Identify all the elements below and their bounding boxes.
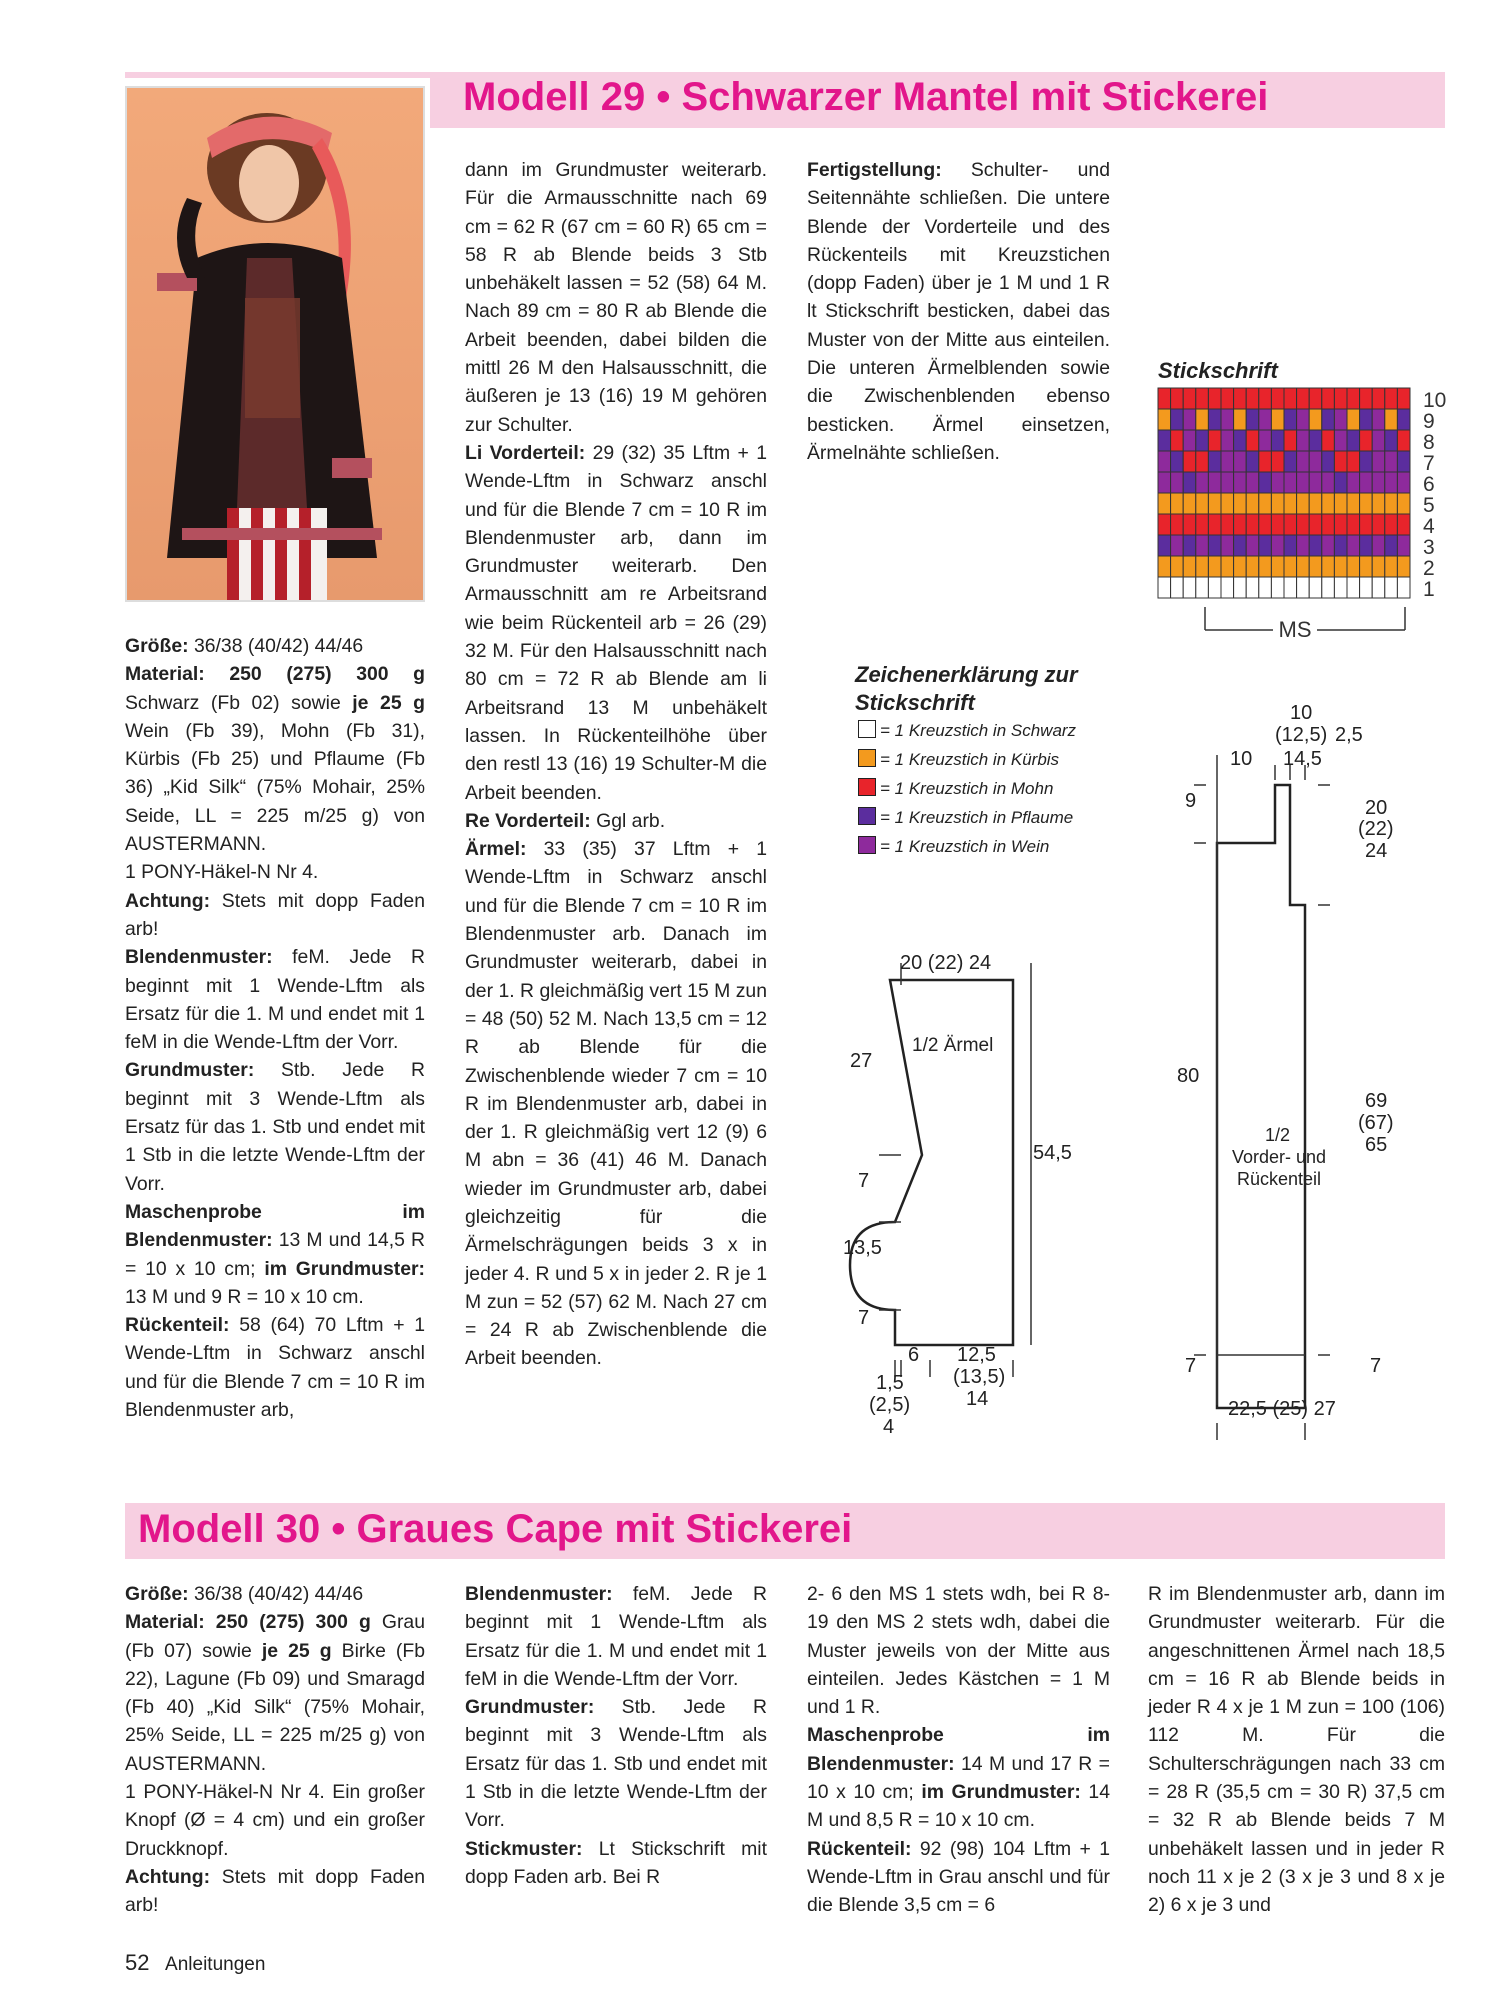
page-number: 52 <box>125 1950 150 1975</box>
legend-item <box>858 778 1053 799</box>
legend-title-2: Stickschrift <box>855 690 975 715</box>
model-photo-illustration <box>127 88 425 602</box>
row-number: 2 <box>1423 557 1435 580</box>
section-name: Anleitungen <box>165 1954 266 1975</box>
sleeve-name: 1/2 Ärmel <box>912 1035 994 1056</box>
body-r22: (22) <box>1358 818 1394 840</box>
body-r20: 20 <box>1365 797 1388 819</box>
body-r24: 24 <box>1365 840 1388 862</box>
modell29-column-1: Größe: 36/38 (40/42) 44/46 Material: 250 (275) 300 g Schwarz (Fb 02) sowie je 25 g Wein (Fb 39), Mohn (Fb 31), Kürbis (Fb 25) und Pflaume (Fb 36) „Kid Silk“ (75% Mohair, 25% Seide, LL = 225 m/25 g) von AUSTERMANN. 1 PONY-Häkel-N Nr 4. Achtung: Stets mit dopp Faden arb! Blendenmuster: feM. Jede R beginnt mit 1 Wende-Lftm als Ersatz für die 1. M und endet mit 1 feM in die Wende-Lftm der Vorr. Grundmuster: Stb. Jede R beginnt mit 3 Wende-Lftm als Ersatz für das 1. Stb und endet mit 1 Stb in die letzte Wende-Lftm der Vorr. Maschenprobe im Blendenmuster: 13 M und 14,5 R = 10 x 10 cm; im Grundmuster: 13 M und 9 R = 10 x 10 cm. Rückenteil: 58 (64) 70 Lftm + 1 Wende-Lftm in Schwarz anschl und für die Blende 7 cm = 10 R im Blendenmuster arb, <box>125 635 426 1422</box>
body-t125: (12,5) <box>1275 724 1328 746</box>
modell30-column-4: R im Blendenmuster arb, dann im Grundmuster weiterarb. Für die angeschnittenen Ärmel nach 18,5 cm = 16 R ab Blende beids in jeder R 4 x je 1 M zun = 100 (106) 112 M. Für die Schulterschrägungen nach 33 cm = 28 R (35,5 cm = 30 R) 37,5 cm = 32 R ab Blende beids 7 M unbehäkelt lassen und in jeder R noch 11 x je 2 (3 x je 3 und 8 x je 2) 6 x je 3 und <box>1148 1583 1445 1917</box>
page-footer <box>125 1950 265 1976</box>
legend-label: = 1 Kreuzstich in Pflaume <box>880 808 1074 827</box>
legend-swatch <box>858 778 876 796</box>
ms-label: MS <box>1278 617 1312 642</box>
modell29-column-3: Fertigstellung: Schulter- und Seitennähte schließen. Die untere Blende der Vorderteile und des Rückenteils mit Kreuzstichen (dopp Faden) über je 1 M und 1 R lt Stickschrift besticken, dabei das Muster von der Mitte aus einteilen. Die unteren Ärmelblenden sowie die Zwischenblenden ebenso besticken. Ärmel einsetzen, Ärmelnähte schließen. <box>807 159 1110 464</box>
legend-label: = 1 Kreuzstich in Wein <box>880 837 1050 856</box>
legend-label: = 1 Kreuzstich in Kürbis <box>880 750 1060 769</box>
legend-swatch <box>858 836 876 854</box>
sleeve-b4: 4 <box>883 1416 895 1438</box>
modell30-column-2: Blendenmuster: feM. Jede R beginnt mit 1 Wende-Lftm als Ersatz für die 1. M und endet mit 1 feM in die Wende-Lftm der Vorr. Grundmuster: Stb. Jede R beginnt mit 3 Wende-Lftm als Ersatz für das 1. Stb und endet mit 1 Stb in die letzte Wende-Lftm der Vorr. Stickmuster: Lt Stickschrift mit dopp Faden arb. Bei R <box>465 1583 767 1888</box>
sleeve-h7b: 7 <box>858 1307 870 1329</box>
sleeve-b25: (2,5) <box>869 1394 911 1416</box>
legend-swatch <box>858 807 876 825</box>
sleeve-total: 54,5 <box>1033 1142 1072 1164</box>
body-b7r: 7 <box>1370 1355 1382 1377</box>
row-number: 6 <box>1423 473 1435 496</box>
row-number: 10 <box>1423 389 1447 412</box>
sleeve-h27: 27 <box>850 1050 873 1072</box>
legend-swatch <box>858 749 876 767</box>
row-number: 9 <box>1423 410 1435 433</box>
sleeve-diagram <box>835 945 1055 1445</box>
legend-title-1: Zeichenerklärung zur <box>855 662 1078 687</box>
legend-label: = 1 Kreuzstich in Mohn <box>880 779 1054 798</box>
body-name-2: Vorder- und <box>1232 1147 1327 1167</box>
sleeve-b6: 6 <box>908 1344 920 1366</box>
legend-label: = 1 Kreuzstich in Schwarz <box>880 721 1077 740</box>
sleeve-b15: 1,5 <box>876 1372 904 1394</box>
body-t10b: 10 <box>1230 748 1253 770</box>
modell29-title-accent <box>125 72 430 78</box>
modell30-column-1: Größe: 36/38 (40/42) 44/46 Material: 250 (275) 300 g Grau (Fb 07) sowie je 25 g Birke (Fb 22), Lagune (Fb 09) und Smaragd (Fb 40) „Kid Silk“ (75% Mohair, 25% Seide, LL = 225 m/25 g) von AUSTERMANN. 1 PONY-Häkel-N Nr 4. Ein großer Knopf (Ø = 4 cm) und ein großer Druckknopf. Achtung: Stets mit dopp Faden arb! <box>125 1583 426 1917</box>
body-b7l: 7 <box>1185 1355 1197 1377</box>
body-r67: (67) <box>1358 1112 1394 1134</box>
sleeve-top-width: 20 (22) 24 <box>900 952 992 974</box>
body-h80: 80 <box>1177 1065 1200 1087</box>
modell29-title: Modell 29 • Schwarzer Mantel mit Stickerei <box>463 75 1269 119</box>
modell30-title: Modell 30 • Graues Cape mit Stickerei <box>138 1507 853 1551</box>
model-photo <box>125 86 425 602</box>
legend-item <box>858 720 1076 741</box>
body-bottom: 22,5 (25) 27 <box>1228 1398 1336 1420</box>
body-r65: 65 <box>1365 1134 1388 1156</box>
legend-item <box>858 836 1049 857</box>
body-t25: 2,5 <box>1335 724 1363 746</box>
legend-swatch <box>858 720 876 738</box>
sleeve-b125: 12,5 <box>957 1344 996 1366</box>
body-h9: 9 <box>1185 790 1197 812</box>
sleeve-b135: (13,5) <box>953 1366 1006 1388</box>
stickschrift-chart <box>1155 385 1455 645</box>
row-number: 5 <box>1423 494 1435 517</box>
row-number: 8 <box>1423 431 1435 454</box>
sleeve-b14: 14 <box>966 1388 989 1410</box>
body-name-1: 1/2 <box>1265 1125 1291 1145</box>
modell30-column-3: 2- 6 den MS 1 stets wdh, bei R 8- 19 den MS 2 stets wdh, dabei die Muster jeweils von der Mitte aus einteilen. Jedes Kästchen = 1 M und 1 R. Maschenprobe im Blendenmuster: 14 M und 17 R = 10 x 10 cm; im Grundmuster: 14 M und 8,5 R = 10 x 10 cm. Rückenteil: 92 (98) 104 Lftm + 1 Wende-Lftm in Grau anschl und für die Blende 3,5 cm = 6 <box>807 1583 1110 1917</box>
body-t145: 14,5 <box>1283 748 1322 770</box>
row-number: 1 <box>1423 578 1435 601</box>
sleeve-h7a: 7 <box>858 1170 870 1192</box>
legend-item <box>858 749 1059 770</box>
sleeve-h135: 13,5 <box>843 1237 882 1259</box>
row-number: 4 <box>1423 515 1435 538</box>
row-number: 3 <box>1423 536 1435 559</box>
body-t10: 10 <box>1290 702 1313 724</box>
modell29-column-2: dann im Grundmuster weiterarb. Für die Armausschnitte nach 69 cm = 62 R (67 cm = 60 R) 65 cm = 58 R ab Blende beids 3 Stb unbehäkelt lassen = 52 (58) 64 M. Nach 89 cm = 80 R ab Blende die Arbeit beenden, dabei bilden die mittl 26 M den Halsausschnitt, die äußeren je 13 (16) 19 M gehören zur Schulter. Li Vorderteil: 29 (32) 35 Lftm + 1 Wende-Lftm in Schwarz anschl und für die Blende 7 cm = 10 R im Blendenmuster arb, dann im Grundmuster weiterarb. Den Armausschnitt am re Arbeitsrand wie beim Rückenteil arb = 26 (29) 32 M. Für den Halsausschnitt nach 80 cm = 72 R ab Blende am li Arbeitsrand 13 M unbehäkelt lassen. In Rückenteilhöhe über den restl 13 (16) 19 Schulter-M die Arbeit beenden. Re Vorderteil: Ggl arb. Ärmel: 33 (35) 37 Lftm + 1 Wende-Lftm in Schwarz anschl und für die Blende 7 cm = 10 R im Blendenmuster arb. Danach im Grundmuster weiterarb, dabei in der 1. R gleichmäßig vert 15 M zun = 48 (50) 52 M. Nach 13,5 cm = 12 R ab Blende für die Zwischenblende wieder 7 cm = 10 R im Blendenmuster arb, dabei in der 1. R gleichmäßig vert 12 (9) 6 M abn = 36 (41) 46 M. Danach wieder im Grundmuster arb, dabei gleichzeitig für die Ärmelschrägungen beids 3 x in jeder 4. R und 5 x in jeder 2. R je 1 M zun = 52 (57) 62 M. Nach 27 cm = 24 R ab Zwischenblende die Arbeit beenden. <box>465 159 768 1370</box>
body-r69: 69 <box>1365 1090 1388 1112</box>
stickschrift-title: Stickschrift <box>1158 358 1278 383</box>
row-number: 7 <box>1423 452 1435 475</box>
body-name-3: Rückenteil <box>1237 1169 1322 1189</box>
legend-item <box>858 807 1073 828</box>
